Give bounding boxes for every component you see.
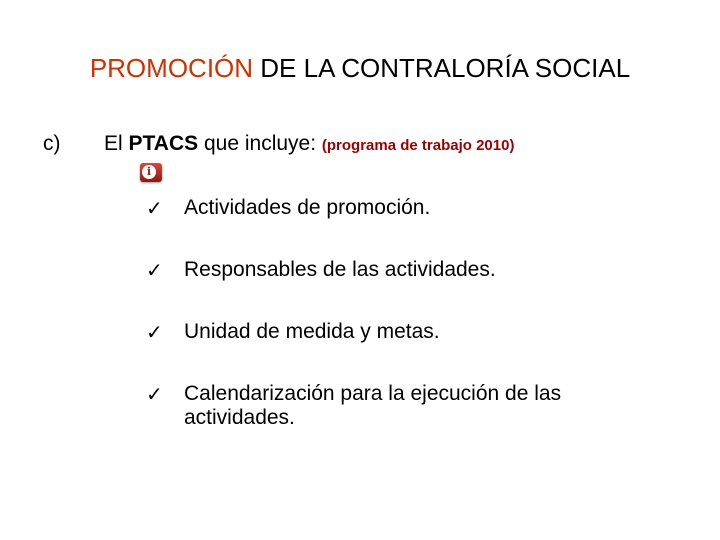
item-letter: c) [43,132,61,155]
list-item-text: Calendarización para la ejecución de las actividades. [184,382,562,429]
intro-note: (programa de trabajo 2010) [321,137,515,154]
title-rest: DE LA CONTRALORÍA SOCIAL [253,53,631,83]
list-item-text: Actividades de promoción. [184,196,431,219]
checklist [146,196,666,430]
list-item [146,320,666,344]
check-icon: ✓ [146,196,163,220]
intro-rest: que incluye: [198,132,322,155]
check-icon: ✓ [146,320,163,344]
intro-prefix: El [104,132,129,155]
check-icon: ✓ [146,382,163,406]
list-item-text: Unidad de medida y metas. [184,320,440,343]
intro-acronym: PTACS [128,132,199,155]
slide-title [0,52,720,84]
list-item-text: Responsables de las actividades. [184,258,496,281]
check-icon: ✓ [146,258,163,282]
list-item [146,196,666,220]
list-item [146,382,666,430]
list-item [146,258,666,282]
info-icon-glyph [142,165,156,179]
item-intro [104,130,514,160]
info-icon[interactable] [140,163,162,182]
title-accent-word: PROMOCIÓN [89,53,254,83]
